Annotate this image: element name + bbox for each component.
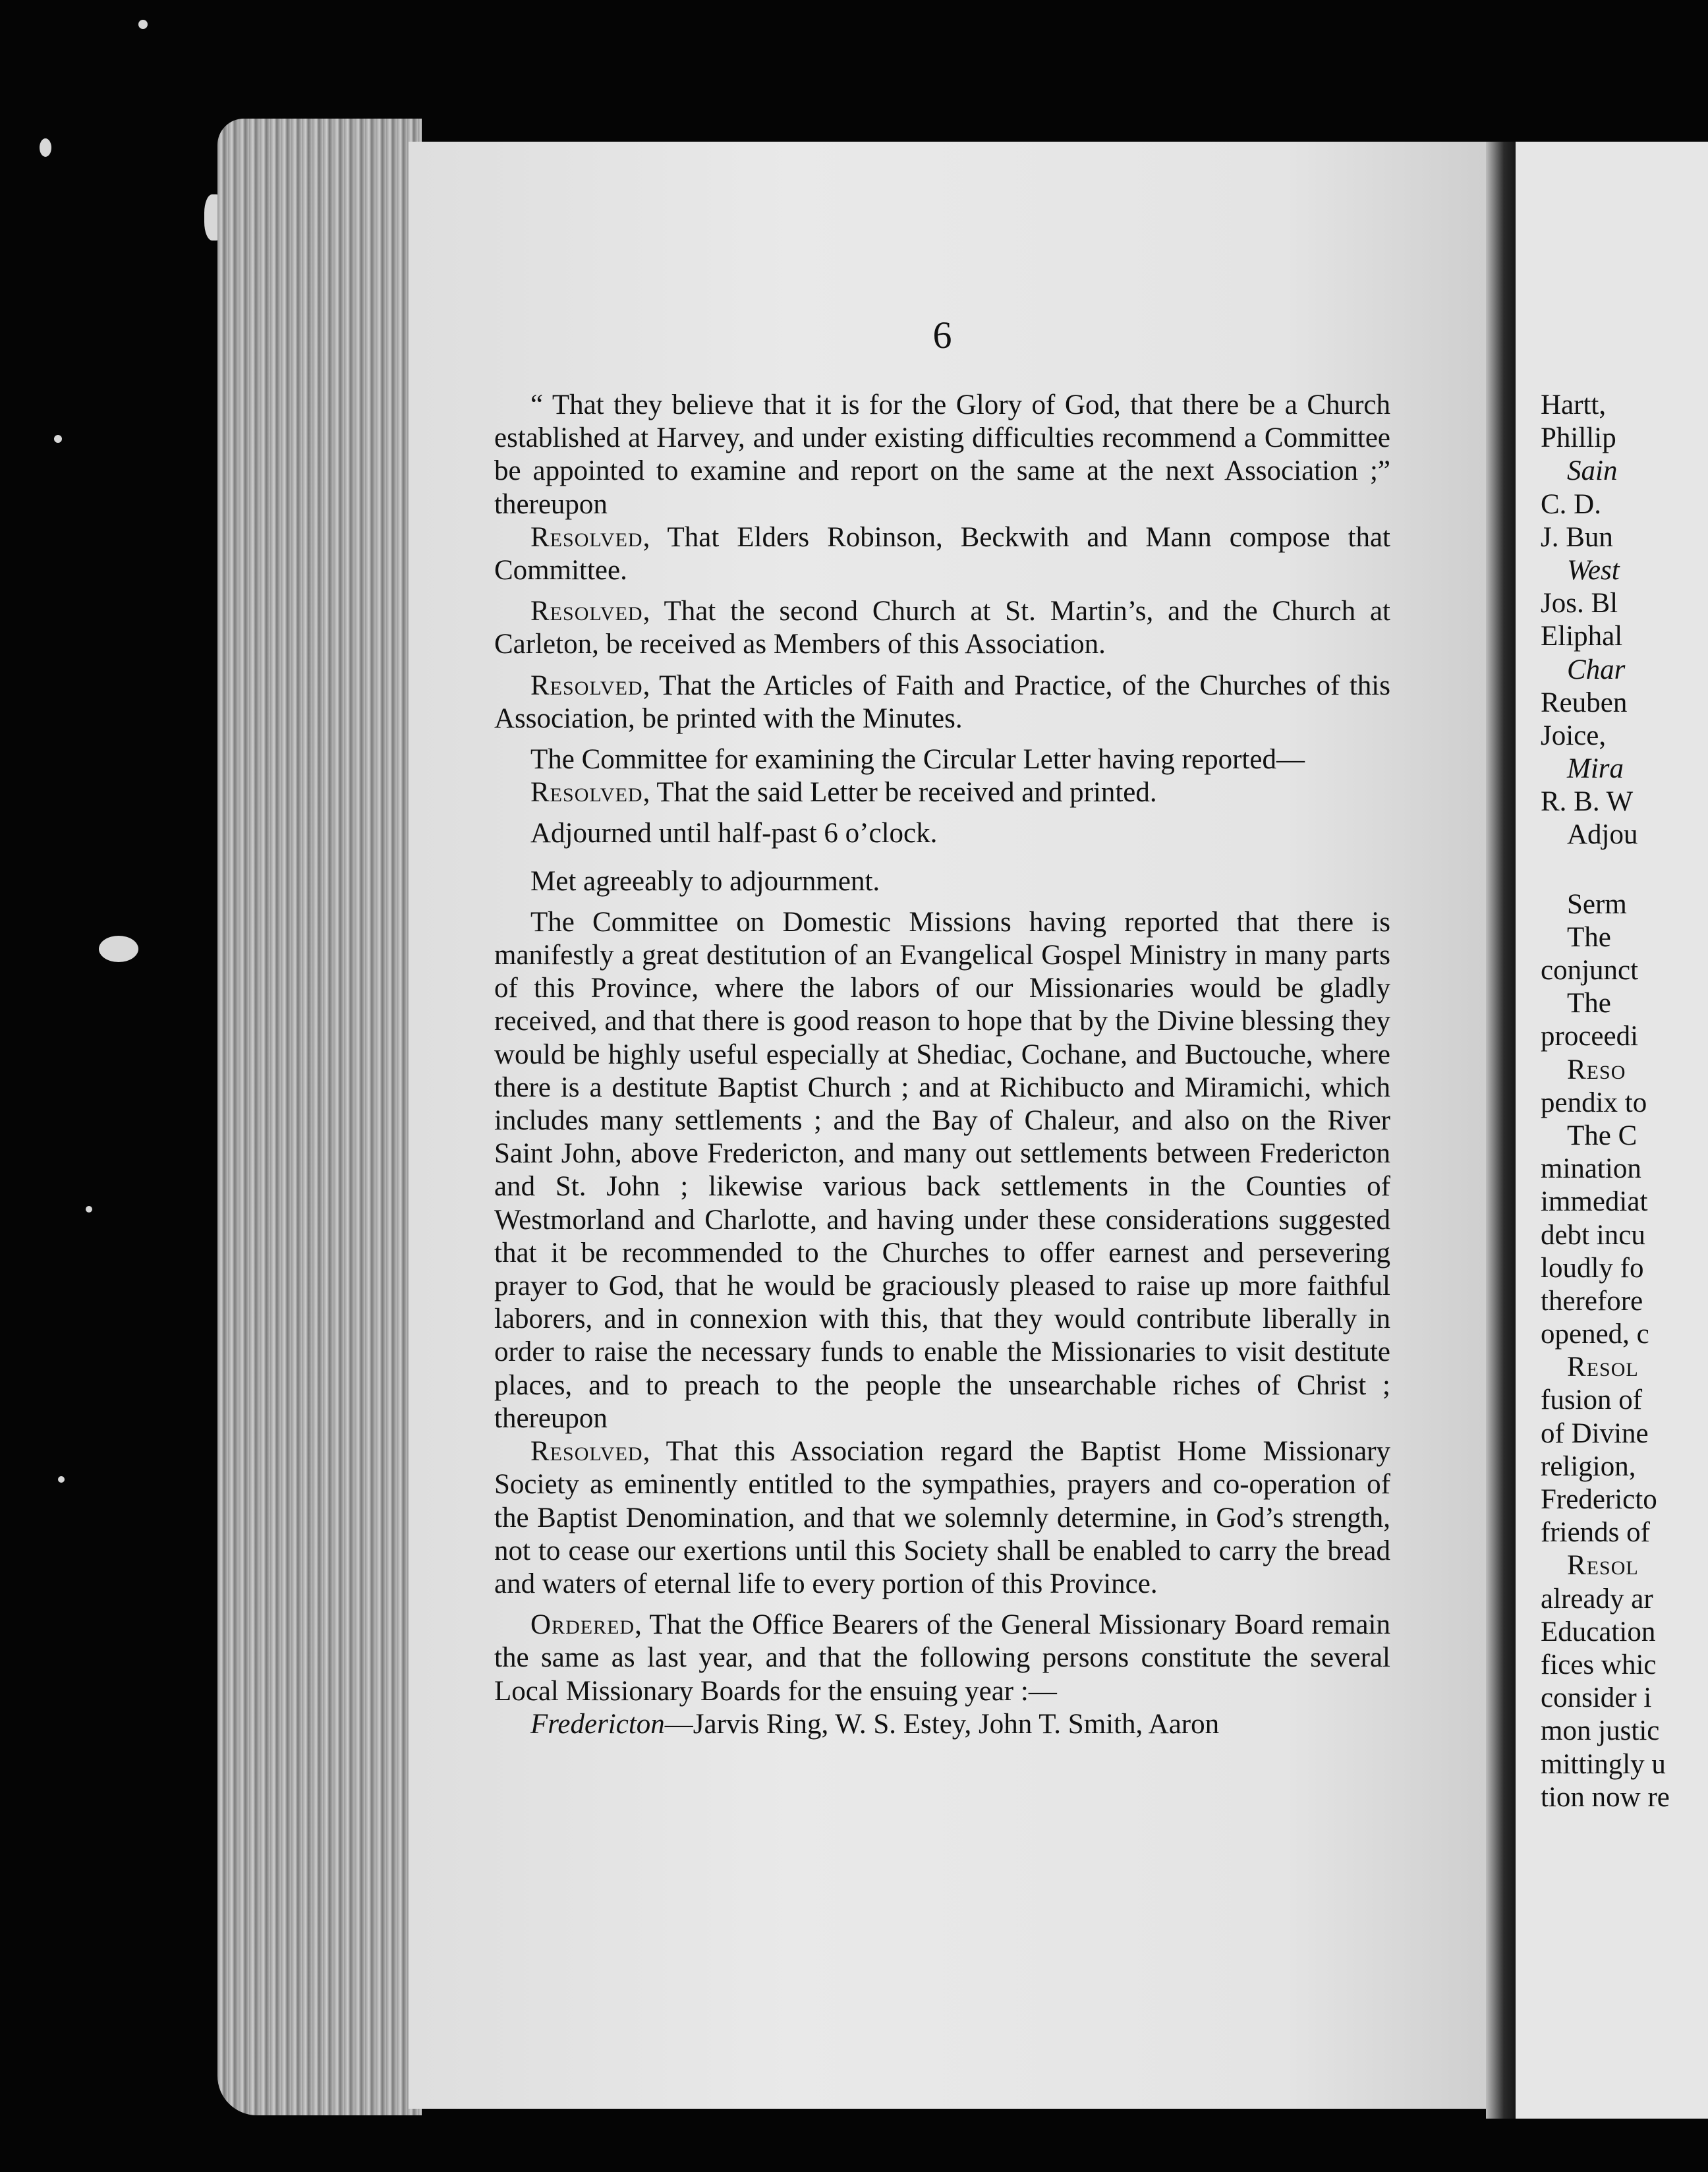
facing-line: The — [1567, 988, 1611, 1019]
paragraph — [494, 743, 1390, 776]
paragraph-lead: Resolved — [530, 670, 643, 701]
paragraph — [494, 1609, 1390, 1708]
facing-line: Jos. Bl — [1541, 588, 1618, 619]
paragraph-text: The Committee for examining the Circular Letter having reported— — [530, 744, 1305, 776]
facing-line: Serm — [1567, 888, 1627, 920]
facing-line: opened, c — [1541, 1319, 1649, 1350]
paragraph-text: , That the second Church at St. Martin’s, and the Church at Carleton, be received as Members of this Association. — [494, 596, 1390, 660]
facing-line: C. D. — [1541, 488, 1601, 520]
facing-line: Joice, — [1541, 720, 1607, 751]
paragraph — [494, 776, 1390, 809]
dust-speck — [58, 1476, 65, 1483]
facing-line: Resol — [1567, 1352, 1639, 1383]
facing-line: pendix to — [1541, 1087, 1647, 1118]
paragraph — [494, 865, 1390, 898]
facing-line: mination — [1541, 1153, 1641, 1185]
facing-line: The C — [1567, 1120, 1637, 1151]
paragraph — [494, 1435, 1390, 1601]
facing-line: The — [1567, 921, 1611, 953]
paragraph-text: “ That they believe that it is for the Glory of God, that there be a Church established at Harvey, and under existing difficulties recommend a Committee be appointed to examine and report on the same at the next Association ;” thereupon — [494, 389, 1390, 520]
facing-line: debt incu — [1541, 1219, 1645, 1251]
dust-speck — [138, 20, 148, 29]
facing-line: mon justic — [1541, 1715, 1660, 1747]
facing-line: friends of — [1541, 1517, 1650, 1549]
paragraph-text: —Jarvis Ring, W. S. Estey, John T. Smith, Aaron — [664, 1708, 1220, 1740]
book-page-edges — [217, 119, 422, 2115]
paragraph — [494, 521, 1390, 587]
paragraph-text: , That Elders Robinson, Beckwith and Mann compose that Committee. — [494, 521, 1390, 586]
paragraph-lead: Fredericton — [530, 1708, 665, 1740]
paragraph-lead: Resolved — [530, 1436, 643, 1468]
facing-line: therefore — [1541, 1285, 1643, 1317]
facing-line: fices whic — [1541, 1649, 1657, 1680]
facing-line: consider i — [1541, 1682, 1652, 1714]
paragraph-text: , That the Articles of Faith and Practice, of the Churches of this Association, be printed with the Minutes. — [494, 670, 1390, 734]
paragraph — [494, 817, 1390, 850]
facing-line: Hartt, — [1541, 389, 1607, 420]
facing-page-text — [1541, 389, 1708, 1814]
facing-line: Sain — [1567, 455, 1618, 487]
page-number: 6 — [932, 314, 952, 357]
paragraph — [494, 1708, 1390, 1741]
facing-line: West — [1567, 554, 1620, 586]
facing-line: religion, — [1541, 1450, 1636, 1482]
paragraph-text: , That this Association regard the Baptist Home Missionary Society as eminently entitled to the sympathies, prayers and co-operation of the Baptist Denomination, and that we solemnly determine, in God’s strength, not to cease our exertions until this Society shall be enabled to carry the bread and waters of eternal life to every portion of this Province. — [494, 1436, 1390, 1599]
facing-line: proceedi — [1541, 1021, 1639, 1052]
facing-line: fusion of — [1541, 1385, 1643, 1416]
facing-line: already ar — [1541, 1583, 1653, 1615]
paragraph — [494, 595, 1390, 661]
dust-speck — [40, 138, 51, 157]
facing-line: Eliphal — [1541, 621, 1623, 652]
facing-line: conjunct — [1541, 955, 1639, 986]
paragraph — [494, 670, 1390, 735]
paragraph-text: The Committee on Domestic Missions having reported that there is manifestly a great destitution of an Evangelical Gospel Ministry in many parts of this Province, where the labors of our Missionaries would be gladly received, and that there is good reason to hope that by the Divine blessing they would be highly useful especially at Shediac, Cochane, and Buctouche, where there is a destitute Baptist Church ; and at Richibucto and Miramichi, which includes many settlements ; and the Bay of Chaleur, and also on the River Saint John, above Fredericton, and many out settlements between Fredericton and St. John ; likewise various back settlements in the Counties of Westmorland and Charlotte, and having under these considerations suggested that it be recommended to the Churches to offer earnest and persevering prayer to God, that he would be graciously pleased to raise up more faithful laborers, and in connexion with this, that they would contribute liberally in order to raise the necessary funds to enable the Missionaries to visit destitute places, and to preach to the people the unsearchable riches of Christ ; thereupon — [494, 906, 1390, 1434]
paragraph-text: , That the said Letter be received and printed. — [642, 777, 1157, 809]
facing-line: mittingly u — [1541, 1748, 1666, 1780]
facing-line: of Divine — [1541, 1417, 1649, 1449]
paragraph-lead: Resolved — [530, 777, 643, 809]
facing-line: Reuben — [1541, 687, 1628, 718]
facing-line: Mira — [1567, 753, 1624, 785]
paragraph-text: Adjourned until half-past 6 o’clock. — [530, 818, 938, 849]
paragraph-lead: Resolved — [530, 596, 643, 627]
facing-line: Char — [1567, 654, 1626, 685]
facing-line: Education — [1541, 1616, 1656, 1647]
paragraph-text: , That the Office Bearers of the General Missionary Board remain the same as last year, and that the following persons constitute the several Local Missionary Boards for the ensuing year :— — [494, 1609, 1390, 1707]
facing-line: loudly fo — [1541, 1252, 1644, 1284]
facing-line: Fredericto — [1541, 1484, 1657, 1515]
facing-line: J. Bun — [1541, 521, 1613, 553]
paragraph — [494, 906, 1390, 1435]
paragraph-lead: Ordered — [530, 1609, 635, 1641]
facing-line: immediat — [1541, 1186, 1648, 1218]
facing-line: Phillip — [1541, 422, 1616, 454]
book-gutter — [1486, 142, 1519, 2119]
paragraph-lead: Resolved — [530, 521, 643, 553]
facing-line: tion now re — [1541, 1781, 1670, 1813]
facing-line: Resol — [1567, 1550, 1639, 1582]
dust-speck — [86, 1206, 92, 1213]
paragraph-text: Met agreeably to adjournment. — [530, 865, 880, 897]
facing-line: Reso — [1567, 1054, 1626, 1085]
dust-speck — [54, 435, 62, 443]
page-text — [494, 389, 1390, 1741]
facing-line: Adjou — [1567, 819, 1638, 851]
facing-line: R. B. W — [1541, 786, 1634, 818]
paragraph — [494, 389, 1390, 521]
dust-speck — [99, 936, 138, 962]
